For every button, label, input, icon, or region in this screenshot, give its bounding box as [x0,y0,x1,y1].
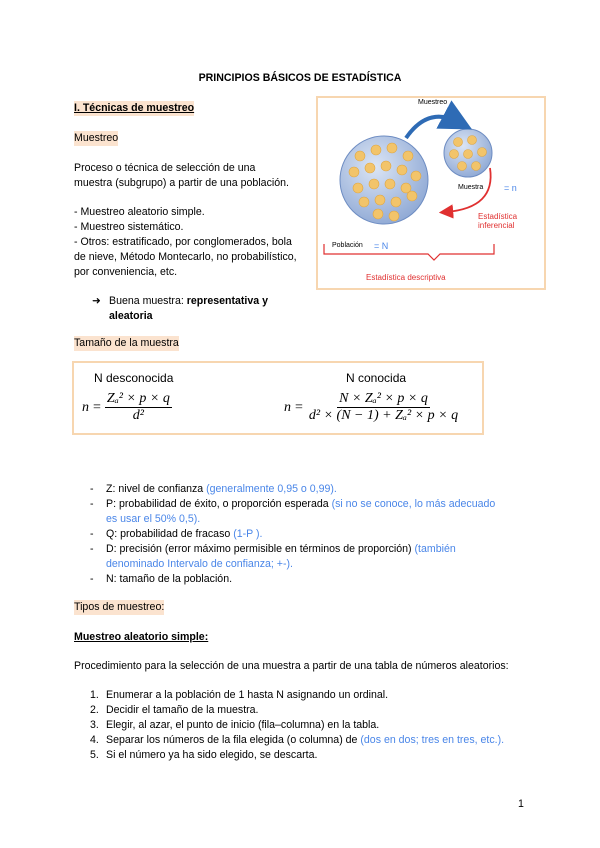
label-poblacion-sym: = N [374,241,389,251]
page-title: PRINCIPIOS BÁSICOS DE ESTADÍSTICA [198,72,402,84]
label-muestra: Muestra [458,184,484,191]
type-line-4: de nieve, Método Montecarlo, no probabilístico, [74,251,297,263]
muestreo-arrow [406,117,458,138]
definition-line-2: muestra (subgrupo) a partir de una población. [74,177,289,189]
label-muestra-sym: = n [504,183,517,193]
formula-box [72,361,484,435]
list-item: - N: tamaño de la población. [90,573,233,585]
list-item: denominado Intervalo de confianza; +-). [106,558,293,570]
list-item: - D: precisión (error máximo permisible en términos de proporción) (también [90,543,456,555]
parameters-list [72,482,552,587]
label-inferencial: Estadística inferencial [478,212,518,230]
list-item: 2. Decidir el tamaño de la muestra. [90,704,259,716]
list-item: es usar el 50% 0,5). [106,513,201,525]
type-line-1: - Muestreo aleatorio simple. [74,206,205,218]
formula-known: n = $\frac{\text{N × Zₐ² × p × q}}{\text{d² × (N − 1) + Zₐ² × p × q}}$ [284,391,459,423]
arrow-icon: ➜ [92,295,101,307]
type-line-3: - Otros: estratificado, por conglomerados, bola [74,236,292,248]
label-muestreo: Muestreo [418,99,448,106]
tipos-heading: Tipos de muestreo: [74,601,165,613]
list-item: - Q: probabilidad de fracaso (1-P ). [90,528,263,540]
mas-heading: Muestreo aleatorio simple: [74,631,209,643]
type-line-5: por conveniencia, etc. [74,266,178,278]
list-item: 1. Enumerar a la población de 1 hasta N asignando un ordinal. [90,689,389,701]
list-item: - Z: nivel de confianza (generalmente 0,95 o 0,99). [90,483,337,495]
procedure-steps [72,688,552,763]
sampling-diagram-svg [318,98,544,288]
page-number: 1 [518,798,524,810]
muestreo-subheading: Muestreo [74,132,119,144]
section-heading: I. Técnicas de muestreo [74,102,195,114]
list-item: 4. Separar los números de la fila elegida (o columna) de (dos en dos; tres en tres, etc.). [90,734,505,746]
label-n-desconocida: N desconocida [94,371,174,385]
label-poblacion: Población [332,242,363,249]
procedure-intro: Procedimiento para la selección de una muestra a partir de una tabla de números aleatorios: [74,660,509,672]
sampling-diagram [316,96,546,290]
definition-line-1: Proceso o técnica de selección de una [74,162,256,174]
list-item: 3. Elegir, al azar, el punto de inicio (fila–columna) en la tabla. [90,719,380,731]
label-n-conocida: N conocida [346,371,407,385]
label-descriptiva: Estadística descriptiva [366,273,446,282]
list-item: - P: probabilidad de éxito, o proporción esperada (si no se conoce, lo más adecuado [90,498,496,510]
list-item: 5. Si el número ya ha sido elegido, se descarta. [90,749,318,761]
good-sample-note: Buena muestra: representativa y aleatoria [109,295,268,322]
type-line-2: - Muestreo sistemático. [74,221,184,233]
sample-size-heading: Tamaño de la muestra [74,337,179,349]
formula-unknown: n = $\frac{\text{Zₐ² × p × q}}{\text{d²}}$ [82,391,170,423]
